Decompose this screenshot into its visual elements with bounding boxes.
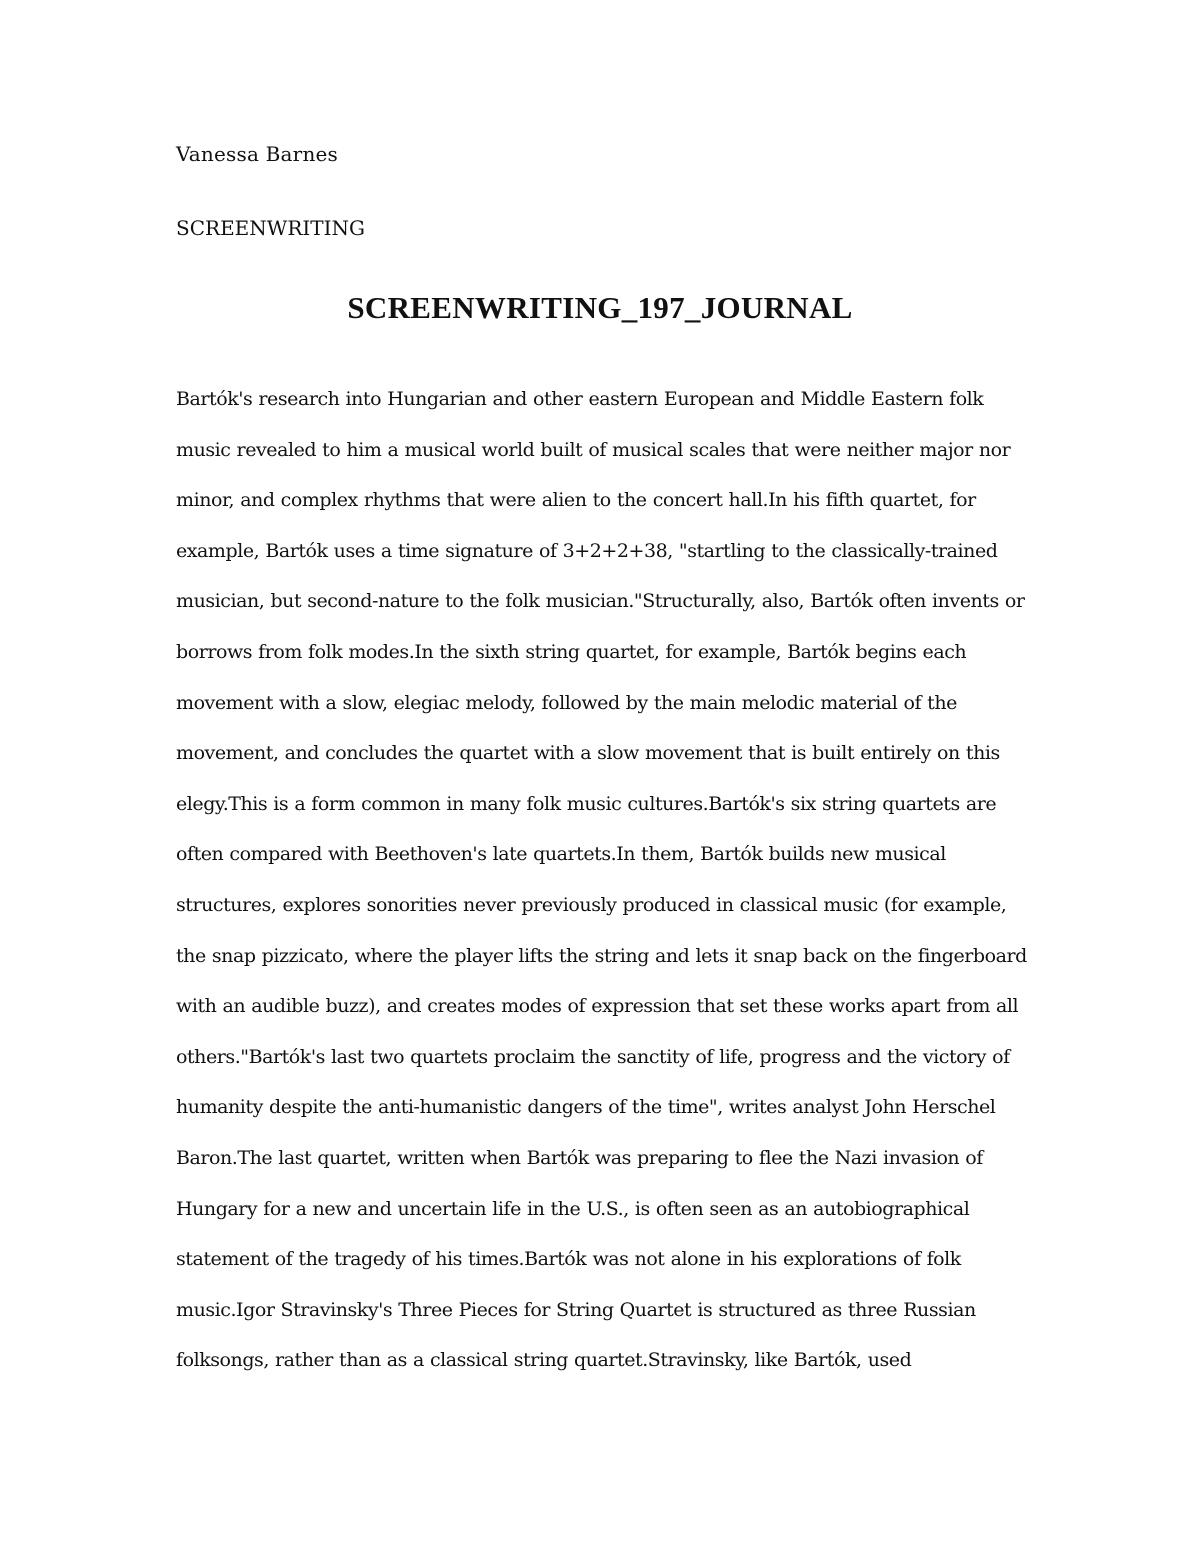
document-title: SCREENWRITING_197_JOURNAL bbox=[347, 290, 853, 325]
body-line: movement, and concludes the quartet with a slow movement that is built entirely on this bbox=[176, 742, 1000, 765]
author-name: Vanessa Barnes bbox=[176, 142, 339, 166]
body-line: structures, explores sonorities never previously produced in classical music (for example, bbox=[176, 893, 1007, 916]
body-line: with an audible buzz), and creates modes of expression that set these works apart from all bbox=[176, 995, 1019, 1018]
body-line: minor, and complex rhythms that were alien to the concert hall.In his fifth quartet, for bbox=[176, 489, 976, 512]
body-text bbox=[176, 384, 1036, 1396]
body-line: humanity despite the anti-humanistic dangers of the time", writes analyst John Herschel bbox=[176, 1096, 996, 1119]
body-line: Hungary for a new and uncertain life in the U.S., is often seen as an autobiographical bbox=[176, 1197, 970, 1220]
body-line: musician, but second-nature to the folk musician."Structurally, also, Bartók often invents or bbox=[176, 590, 1025, 613]
body-line: Baron.The last quartet, written when Bartók was preparing to flee the Nazi invasion of bbox=[176, 1146, 983, 1169]
body-line: music.Igor Stravinsky's Three Pieces for String Quartet is structured as three Russian bbox=[176, 1298, 976, 1321]
body-line: others."Bartók's last two quartets proclaim the sanctity of life, progress and the victory of bbox=[176, 1045, 1010, 1068]
body-line: example, Bartók uses a time signature of 3+2+2+38, "startling to the classically-trained bbox=[176, 539, 998, 562]
course-name: SCREENWRITING bbox=[176, 216, 365, 240]
body-line: elegy.This is a form common in many folk music cultures.Bartók's six string quartets are bbox=[176, 792, 997, 815]
body-line: often compared with Beethoven's late quartets.In them, Bartók builds new musical bbox=[176, 843, 946, 866]
body-line: statement of the tragedy of his times.Bartók was not alone in his explorations of folk bbox=[176, 1248, 961, 1271]
body-line: the snap pizzicato, where the player lifts the string and lets it snap back on the fingerboard bbox=[176, 944, 1027, 967]
body-line: folksongs, rather than as a classical string quartet.Stravinsky, like Bartók, used bbox=[176, 1349, 912, 1372]
body-line: Bartók's research into Hungarian and other eastern European and Middle Eastern folk bbox=[176, 388, 984, 410]
body-line: borrows from folk modes.In the sixth string quartet, for example, Bartók begins each bbox=[176, 640, 967, 663]
body-line: music revealed to him a musical world built of musical scales that were neither major nor bbox=[176, 438, 1011, 461]
body-line: movement with a slow, elegiac melody, followed by the main melodic material of the bbox=[176, 691, 957, 714]
